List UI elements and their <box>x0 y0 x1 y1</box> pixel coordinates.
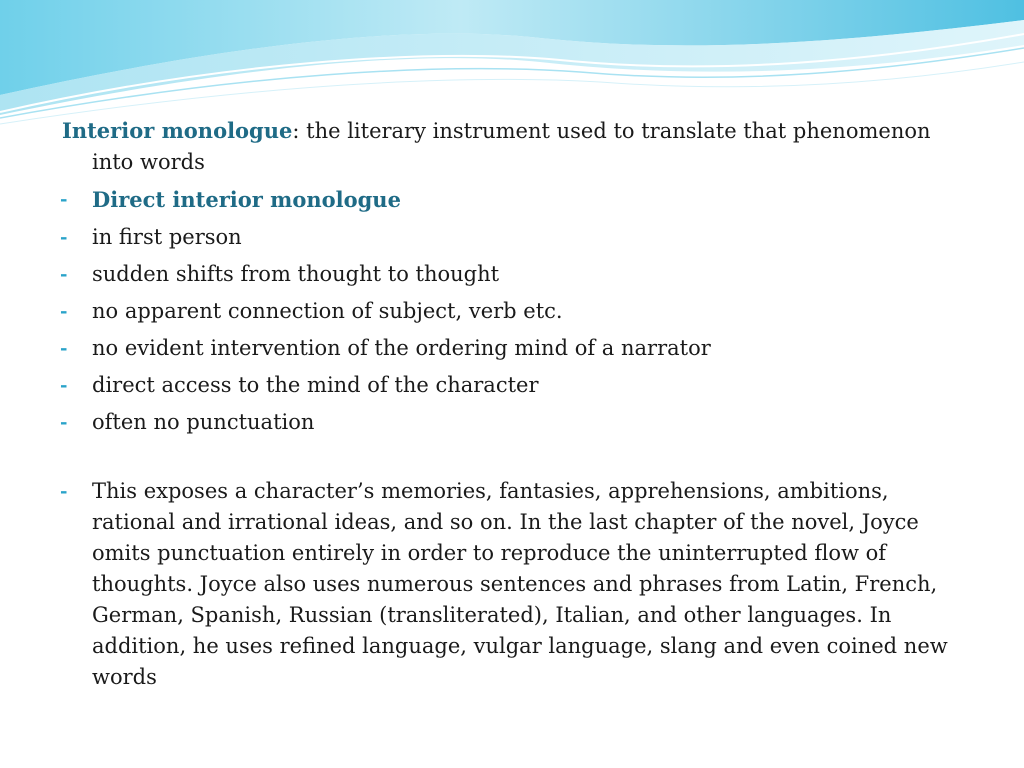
bullet-marker: - <box>60 375 68 396</box>
list-item-text: often no punctuation <box>92 410 315 434</box>
intro-definition <box>62 115 972 178</box>
bullet-marker: - <box>60 227 68 248</box>
list-item <box>62 222 972 253</box>
list-item-text: sudden shifts from thought to thought <box>92 262 500 286</box>
bullet-marker: - <box>60 481 68 502</box>
bullet-marker: - <box>60 412 68 433</box>
bullet-list <box>62 184 972 693</box>
list-item-text: no evident intervention of the ordering mind of a narrator <box>92 336 711 360</box>
defined-term: Interior monologue <box>62 118 293 143</box>
list-item-text: Direct interior monologue <box>92 187 401 212</box>
list-item <box>62 296 972 327</box>
bullet-marker: - <box>60 338 68 359</box>
definition-text: : the literary instrument used to translate that phenomenon into words <box>92 119 931 174</box>
list-item-text: This exposes a character’s memories, fantasies, apprehensions, ambitions, rational and irrational ideas, and so on. In the last chapter of the novel, Joyce omits punctuation entirely in order to reproduce the uninterrupted flow of thoughts. Joyce also uses numerous sentences and phrases from Latin, French, German, Spanish, Russian (transliterated), Italian, and other languages. In addition, he uses refined language, vulgar language, slang and even coined new words <box>92 479 948 689</box>
list-item <box>62 370 972 401</box>
header-wave-decoration <box>0 0 1024 130</box>
list-item-text: in first person <box>92 225 242 249</box>
bullet-marker: - <box>60 264 68 285</box>
list-item-text: direct access to the mind of the character <box>92 373 539 397</box>
list-item <box>62 333 972 364</box>
list-item <box>62 259 972 290</box>
bullet-marker: - <box>60 189 68 210</box>
slide-body <box>62 115 972 699</box>
list-item <box>62 407 972 438</box>
list-item <box>62 184 972 216</box>
bullet-marker: - <box>60 301 68 322</box>
list-item-text: no apparent connection of subject, verb etc. <box>92 299 563 323</box>
list-item-paragraph <box>62 476 972 693</box>
